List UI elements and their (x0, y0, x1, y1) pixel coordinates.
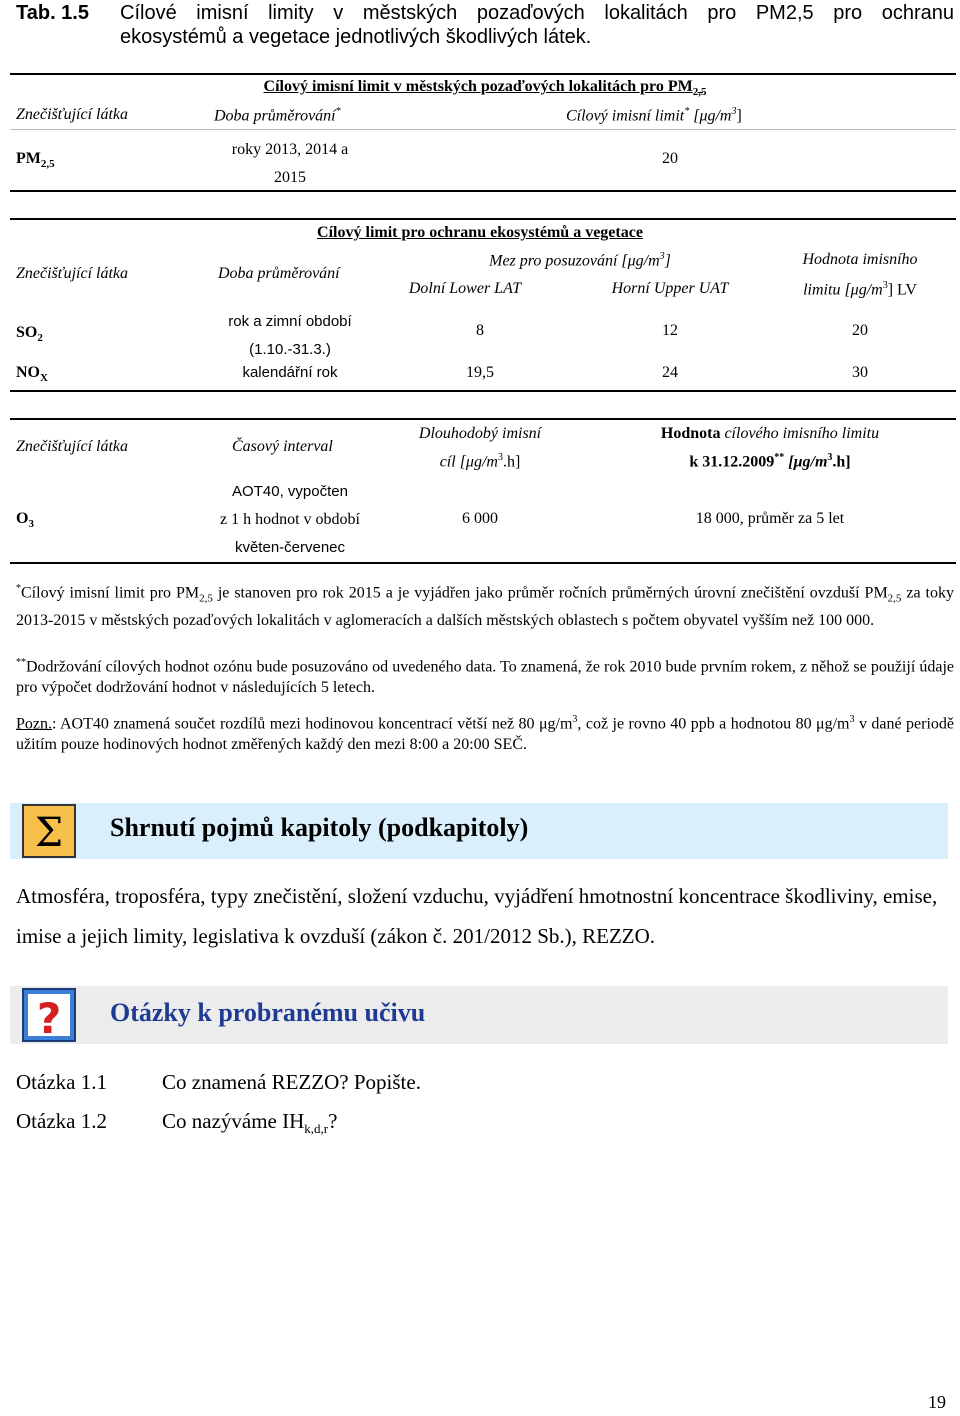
table-rule (10, 73, 956, 75)
o3-col-long-line2: cíl $[\mu g/m^3.h]$ (439, 452, 521, 471)
o3-row-target: 18 000, průměr za 5 let (695, 510, 845, 527)
pm-header-rule (10, 129, 956, 130)
summary-text: Atmosféra, troposféra, typy znečistění, složení vzduchu, vyjádření hmotnostní koncentrace škodliviny, emise, imise a jejich limity, legislativa k ovzduší (zákon č. 201/2012 Sb.), REZZO. (16, 884, 938, 948)
eco-col-period: Doba průměrování (218, 265, 340, 282)
o3-col-target-line1: Hodnota cílového imisního limitu (660, 425, 880, 442)
eco-row-upper: 24 (662, 364, 678, 381)
pm-col-period: Doba průměrování* (214, 106, 341, 125)
table-rule (10, 218, 956, 220)
svg-text:Σ: Σ (34, 810, 64, 856)
eco-col-lv-line1: Hodnota imisního (802, 251, 918, 268)
pm-row-pollutant: $PM_{2,5}$ (16, 150, 55, 171)
question-mark-icon (22, 988, 76, 1042)
pm-row-period: roky 2013, 2014 a 2015 (231, 141, 349, 186)
eco-col-lv-line2: limitu $[\mu g/m^3]$ LV (803, 280, 917, 299)
eco-col-pollutant: Znečišťující látka (16, 265, 129, 282)
question-text: Co nazýváme $IH_{k,d,r}$? (162, 1109, 338, 1137)
questions-title: Otázky k probranému učivu (110, 998, 426, 1027)
question-label: Otázka 1.1 (16, 1070, 107, 1094)
eco-row-lower: 8 (476, 322, 484, 339)
footnote-pm: *Cílový imisní limit pro $PM_{2,5}$ je stanoven pro rok 2015 a je vyjádřen jako průměr ročních průměrných úrovní znečištění ovzduší $PM_{2,5}$ za toky 2013-2015 v městských pozaďových lokalitách v aglomeracích a dalších městských oblastech s počtem obyvatel vyšším než 100 000. (16, 583, 954, 629)
table-label: Tab. 1.5 (16, 2, 89, 24)
o3-row-interval: AOT40, vypočten z 1 h hodnot v období květen-červenec (220, 483, 360, 556)
summary-banner (10, 803, 948, 859)
table-rule (10, 562, 956, 564)
o3-col-pollutant: Znečišťující látka (16, 438, 129, 455)
eco-row-lower: 19,5 (466, 364, 494, 381)
eco-col-assess: Mez pro posuzování $[\mu g/m^3]$ (489, 251, 671, 270)
pm-row-value: 20 (662, 150, 678, 167)
table-caption-line2: ekosystémů a vegetace jednotlivých škodlivých látek. (120, 26, 592, 48)
table-rule (10, 390, 956, 392)
eco-row-lv: 30 (852, 364, 868, 381)
o3-col-interval: Časový interval (232, 438, 333, 455)
o3-col-target-line2: k 31.12.2009** $[\mu g/m^3.h]$ (689, 452, 851, 471)
pm-table-title: Cílový imisní limit v městských pozaďových lokalitách pro $PM_{2,5}$ (263, 78, 707, 99)
o3-row-long: 6 000 (462, 510, 498, 527)
eco-table-title: Cílový limit pro ochranu ekosystémů a vegetace (317, 224, 643, 241)
table-caption-line1: Cílové imisní limity v městských pozaďových lokalitách pro PM2,5 pro ochranu (120, 2, 954, 24)
question-label: Otázka 1.2 (16, 1109, 107, 1133)
eco-row-period: rok a zimní období (1.10.-31.3.) (228, 313, 352, 358)
svg-text:?: ? (36, 994, 62, 1042)
questions-banner (10, 986, 948, 1044)
pm-col-limit: Cílový imisní limit* $[\mu g/m^3]$ (566, 106, 742, 125)
page-number: 19 (928, 1392, 946, 1412)
eco-row-upper: 12 (662, 322, 678, 339)
eco-col-upper: Horní Upper UAT (611, 280, 729, 297)
eco-row-pollutant: $SO_2$ (16, 324, 43, 345)
question-text: Co znamená REZZO? Popište. (162, 1070, 421, 1094)
sigma-icon (22, 804, 76, 858)
o3-row-pollutant: $O_3$ (16, 510, 34, 531)
o3-col-long-line1: Dlouhodobý imisní (418, 425, 542, 442)
table-rule (10, 190, 956, 192)
eco-col-lower: Dolní Lower LAT (408, 280, 522, 297)
pm-col-pollutant: Znečišťující látka (16, 106, 129, 123)
note-aot40: Pozn.: AOT40 znamená součet rozdílů mezi hodinovou koncentrací větší než 80 $\mu g/m^3$, což je rovno 40 ppb a hodnotou 80 $\mu g/m^3$ v dané periodě užitím pouze hodinových hodnot změřených každý den mezi 8:00 a 20:00 SEČ. (16, 714, 955, 754)
eco-row-lv: 20 (852, 322, 868, 339)
footnote-ozone: **Dodržování cílových hodnot ozónu bude posuzováno od uvedeného data. To znamená, že rok 2010 bude prvním rokem, z něhož se použijí údaje pro výpočet dodržování hodnot v následujících 5 letech. (16, 657, 954, 697)
summary-title: Shrnutí pojmů kapitoly (podkapitoly) (110, 813, 529, 842)
table-rule (10, 418, 956, 420)
eco-row-period: kalendářní rok (242, 364, 338, 381)
eco-row-pollutant: $NO_X$ (16, 364, 48, 385)
